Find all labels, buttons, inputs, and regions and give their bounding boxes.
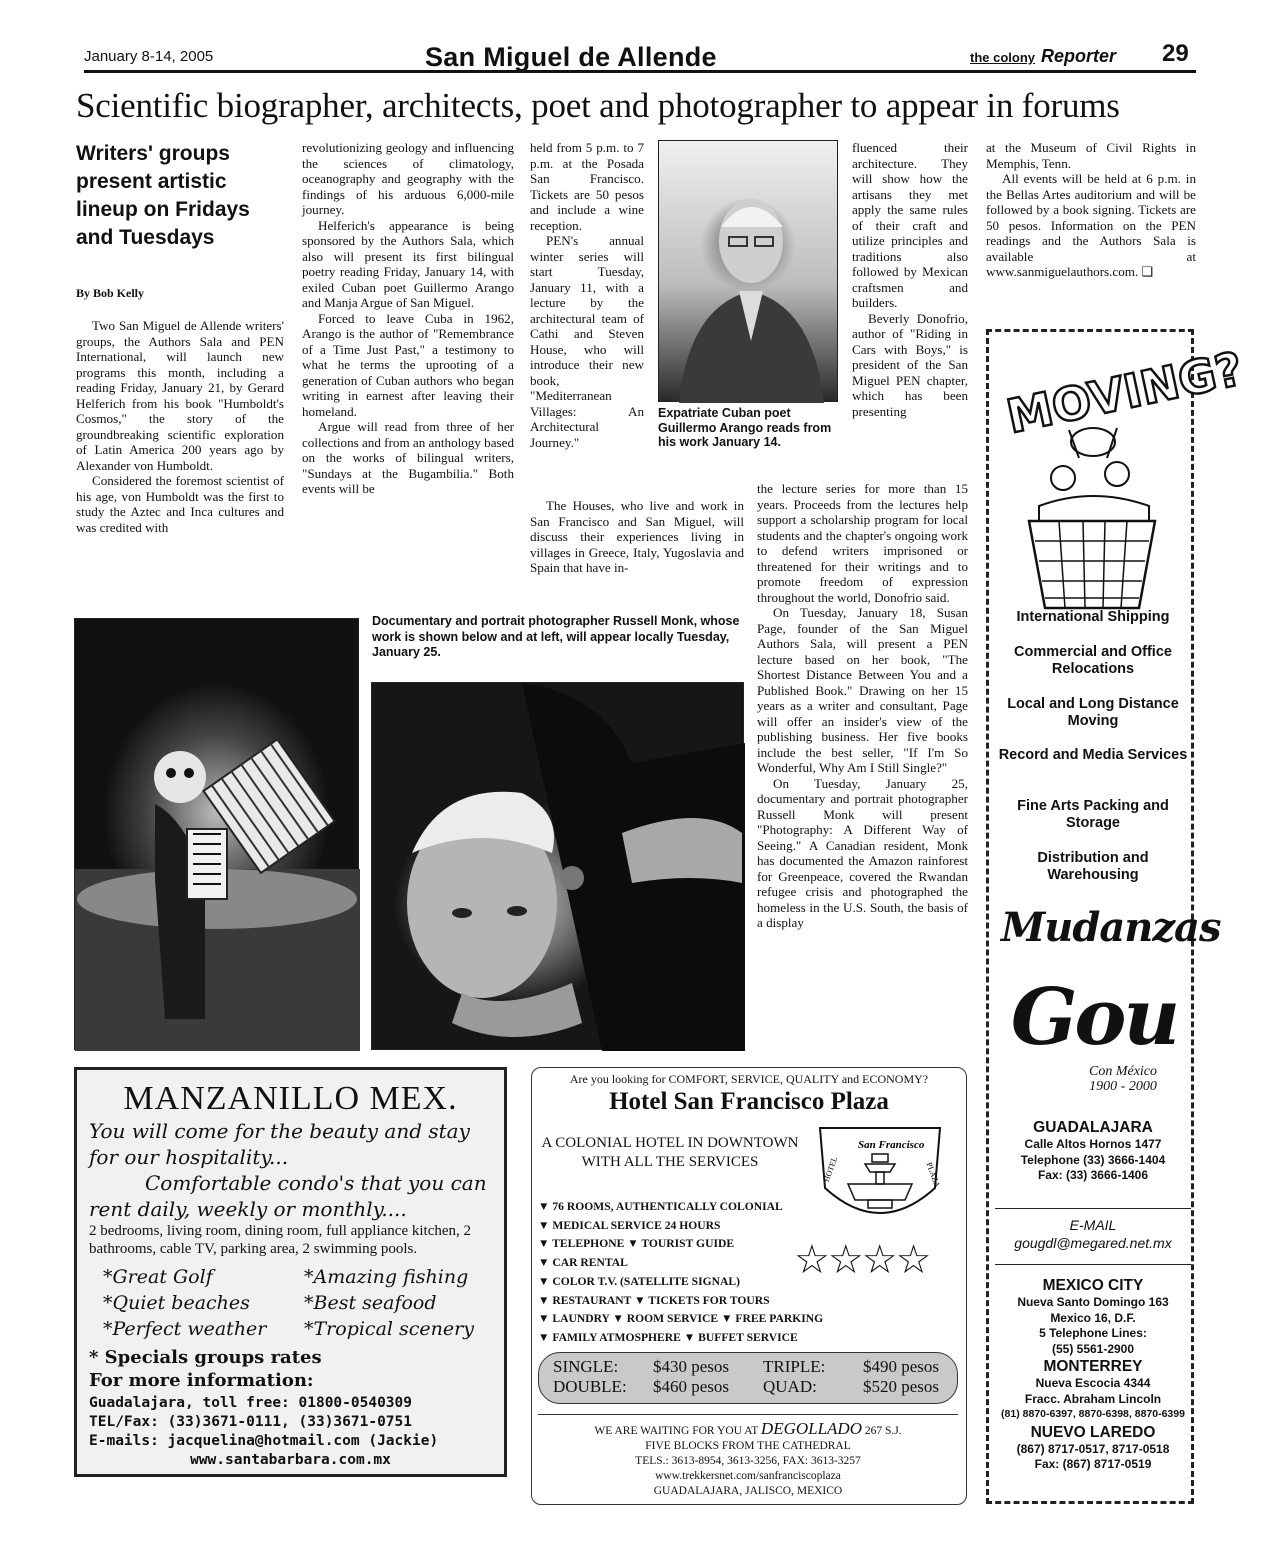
paragraph: Beverly Donofrio, author of "Riding in Cars with Boys," is president of the San Miguel PEN chapter, which has been presenting bbox=[852, 310, 968, 419]
brand-colony: the colony bbox=[970, 50, 1036, 65]
article-column-1 bbox=[76, 318, 284, 535]
hotel-ad bbox=[531, 1067, 967, 1505]
office-city: MEXICO CITY bbox=[1042, 1277, 1144, 1294]
paragraph: held from 5 p.m. to 7 p.m. at the Posada San Francisco. Tickets are 50 pesos and include a wine reception. bbox=[530, 140, 644, 233]
arango-photo bbox=[658, 140, 838, 402]
manzanillo-tagline: You will come for the beauty and stay for our hospitality... bbox=[89, 1119, 470, 1169]
manzanillo-specials: * Specials groups rates bbox=[89, 1347, 322, 1368]
paragraph: the lecture series for more than 15 years. Proceeds from the lectures help support a scholarship program for local students and the chapter's ongoing work to defend writers imprisoned or threatened for their writings and to promote freedom of expression throughout the world, Donofrio said. bbox=[757, 481, 968, 605]
office-city: MONTERREY bbox=[1043, 1358, 1143, 1375]
article-column-3 bbox=[530, 140, 644, 450]
hotel-star-rating-icon: ☆☆☆☆ bbox=[794, 1237, 930, 1282]
hotel-street: DEGOLLADO bbox=[760, 1419, 862, 1438]
manzanillo-title: MANZANILLO MEX. bbox=[123, 1080, 458, 1117]
page-number: 29 bbox=[1162, 40, 1189, 67]
manzanillo-tagline-2: Comfortable condo's that you can rent daily, weekly or monthly.... bbox=[89, 1171, 487, 1221]
accordion-player-photo bbox=[74, 618, 359, 1050]
office-address: Nueva Santo Domingo 163 bbox=[1017, 1295, 1169, 1309]
byline: By Bob Kelly bbox=[76, 286, 145, 300]
service-local-moving: Local and Long Distance Moving bbox=[1007, 696, 1179, 729]
paragraph: Helferich's appearance is being sponsored by the Authors Sala, which also will present its first bilingual poetry reading Friday, January 14, with exiled Cuban poet Guillermo Arango and Manja Argue of San Miguel. bbox=[302, 217, 514, 310]
article-column-4 bbox=[852, 140, 968, 419]
accordion-illustration bbox=[75, 619, 360, 1051]
article-column-3-continued bbox=[530, 498, 744, 576]
service-distribution: Distribution and Warehousing bbox=[1037, 850, 1149, 883]
hotel-phones: TELS.: 3613-8954, 3613-3256, FAX: 3613-3257 bbox=[635, 1455, 861, 1467]
brand-years: 1900 - 2000 bbox=[1089, 1079, 1157, 1094]
brand-reporter: Reporter bbox=[1041, 46, 1117, 66]
masthead-rule bbox=[84, 70, 1196, 73]
office-phone: (81) 8870-6397, 8870-6398, 8870-6399 bbox=[1001, 1408, 1185, 1420]
hotel-fountain-logo-icon bbox=[810, 1118, 950, 1226]
paragraph: On Tuesday, January 25, documentary and portrait photographer Russell Monk will present "Photography: A Different Way of Seeing." A Canadian resident, Monk has documented the Amazon rainforest for Greenpeace, covered the Rwandan refugee crisis and photographed the homeless in the U.S. South, the basis of a display bbox=[757, 775, 968, 930]
logo-left-text: HOTEL bbox=[821, 1155, 840, 1184]
logo-top-text: San Francisco bbox=[858, 1139, 925, 1151]
hotel-contact-block bbox=[538, 1414, 958, 1499]
office-lines: 5 Telephone Lines: bbox=[1039, 1326, 1147, 1340]
moving-basket-illustration-icon bbox=[999, 341, 1248, 612]
brand-gou-logo: Gou bbox=[1010, 972, 1178, 1063]
double-price: $460 pesos bbox=[653, 1377, 730, 1396]
hotel-website-link[interactable]: www.trekkersnet.com/sanfranciscoplaza bbox=[655, 1470, 841, 1482]
paragraph: Forced to leave Cuba in 1962, Arango is the author of "Remembrance of a Time Just Past," a testimony to what he terms the uprooting of a generation of Cuban authors who began writing in earnest after leaving their homeland. bbox=[302, 310, 514, 419]
service-record-media: Record and Media Services bbox=[998, 747, 1188, 763]
divider bbox=[995, 1264, 1191, 1265]
hotel-question: Are you looking for COMFORT, SERVICE, QUALITY and ECONOMY? bbox=[569, 1072, 929, 1086]
hotel-features-list bbox=[538, 1198, 823, 1348]
mexico-city-office bbox=[995, 1276, 1191, 1473]
brand-tagline bbox=[1059, 1064, 1187, 1094]
manzanillo-ad bbox=[74, 1067, 507, 1477]
paragraph: revolutionizing geology and influencing the sciences of climatology, oceanography and geography with the findings of his arduous 6,000-mile journey. bbox=[302, 140, 514, 217]
manzanillo-more-info: For more information: bbox=[89, 1370, 314, 1391]
office-phone: (55) 5561-2900 bbox=[1051, 1341, 1135, 1356]
paragraph: Argue will read from three of her collections and from an anthology based on the works of bilingual writers, "Sundays at the Bugambilia." Both events will be bbox=[302, 419, 514, 496]
feature: *Best seafood bbox=[304, 1292, 437, 1314]
quad-price: $520 pesos bbox=[863, 1377, 940, 1396]
guadalajara-office bbox=[995, 1118, 1191, 1184]
brand-sub: Con México bbox=[1088, 1064, 1158, 1079]
email-block bbox=[995, 1216, 1191, 1252]
office-address: Nueva Escocia 4344 bbox=[1035, 1376, 1151, 1390]
monk-caption: Documentary and portrait photographer Russell Monk, whose work is shown below and at left, will appear locally Tuesday, January 25. bbox=[372, 614, 740, 659]
manzanillo-email[interactable]: E-mails: jacquelina@hotmail.com (Jackie) bbox=[89, 1433, 439, 1449]
office-address: Fracc. Abraham Lincoln bbox=[1024, 1391, 1162, 1406]
paragraph: at the Museum of Civil Rights in Memphis, Tenn. bbox=[986, 140, 1196, 171]
paragraph: PEN's annual winter series will start Tuesday, January 11, with a lecture by the architectural team of Cathi and Steven House, who will introduce their new book, "Mediterranean Villages: An Architectural Journey." bbox=[530, 233, 644, 450]
paragraph: Two San Miguel de Allende writers' groups, the Authors Sala and PEN International, will launch new programs this month, including a reading Friday, January 21, by Gerard Helferich from his book "Humboldt's Cosmos," the story of the groundbreaking scientific exploration of Latin America 200 years ago by Alexander von Humboldt. bbox=[76, 318, 284, 473]
office-fax: Fax: (33) 3666-1406 bbox=[1037, 1168, 1149, 1182]
email-label: E-MAIL bbox=[1069, 1217, 1117, 1233]
hotel-blocks: FIVE BLOCKS FROM THE CATHEDRAL bbox=[645, 1440, 851, 1452]
triple-price: $490 pesos bbox=[863, 1357, 940, 1376]
feature: *Perfect weather bbox=[103, 1318, 267, 1340]
office-city: NUEVO LAREDO bbox=[1030, 1423, 1156, 1441]
service-international-shipping: International Shipping bbox=[1016, 609, 1170, 625]
double-label: DOUBLE: bbox=[553, 1377, 627, 1396]
office-fax: Fax: (867) 8717-0519 bbox=[1034, 1457, 1152, 1471]
single-label: SINGLE: bbox=[553, 1357, 619, 1376]
service-fine-arts: Fine Arts Packing and Storage bbox=[1017, 798, 1169, 831]
hotel-feature: ▼ MEDICAL SERVICE 24 HOURS bbox=[538, 1218, 721, 1232]
feature: *Quiet beaches bbox=[103, 1292, 250, 1314]
hotel-rates-box bbox=[538, 1352, 958, 1404]
office-phone: (867) 8717-0517, 8717-0518 bbox=[1016, 1441, 1170, 1456]
office-address: Mexico 16, D.F. bbox=[1050, 1310, 1136, 1325]
manzanillo-phone: Guadalajara, toll free: 01800-0540309 bbox=[89, 1395, 413, 1411]
hotel-feature: ▼ 76 ROOMS, AUTHENTICALLY COLONIAL bbox=[538, 1200, 783, 1213]
moving-company-ad bbox=[986, 329, 1248, 1504]
feature: *Amazing fishing bbox=[304, 1266, 469, 1288]
paragraph: The Houses, who live and work in San Francisco and San Miguel, will discuss their experiences living in villages in Greece, Italy, Yugoslavia and Spain that have in- bbox=[530, 498, 744, 575]
article-column-5 bbox=[986, 140, 1196, 280]
hotel-city: GUADALAJARA, JALISCO, MEXICO bbox=[653, 1485, 843, 1497]
feature: *Great Golf bbox=[103, 1266, 213, 1288]
portrait-illustration bbox=[372, 683, 745, 1051]
office-city: GUADALAJARA bbox=[1033, 1119, 1153, 1136]
arango-caption: Expatriate Cuban poet Guillermo Arango reads from his work January 14. bbox=[658, 406, 832, 449]
headline: Scientific biographer, architects, poet and photographer to appear in forums bbox=[76, 86, 1120, 125]
manzanillo-website-link[interactable]: www.santabarbara.com.mx bbox=[190, 1452, 391, 1468]
service-office-relocations: Commercial and Office Relocations bbox=[1014, 644, 1172, 677]
hotel-feature: ▼ RESTAURANT ▼ TICKETS FOR TOURS bbox=[538, 1293, 770, 1307]
logo-right-text: PLAZA bbox=[924, 1161, 942, 1189]
subhead: Writers' groups present artistic lineup on Fridays and Tuesdays bbox=[76, 142, 250, 249]
paragraph: fluenced their architecture. They will show how the artisans they met apply the same rules of their craft and utilize principles and traditions also followed by Mexican craftsmen and builders. bbox=[852, 140, 968, 310]
hotel-feature: ▼ FAMILY ATMOSPHERE ▼ BUFFET SERVICE bbox=[538, 1330, 798, 1344]
elderly-man-portrait-photo bbox=[371, 682, 744, 1050]
hotel-subtitle: A COLONIAL HOTEL IN DOWNTOWN WITH ALL THE SERVICES bbox=[541, 1135, 799, 1170]
article-column-4-continued bbox=[757, 481, 968, 931]
office-phone: Telephone (33) 3666-1404 bbox=[1020, 1152, 1166, 1167]
manzanillo-features bbox=[89, 1264, 492, 1342]
quad-label: QUAD: bbox=[763, 1377, 817, 1396]
hotel-feature: ▼ LAUNDRY ▼ ROOM SERVICE ▼ FREE PARKING bbox=[538, 1312, 824, 1326]
publication-brand bbox=[970, 46, 1116, 67]
divider bbox=[995, 1208, 1191, 1209]
single-price: $430 pesos bbox=[653, 1357, 730, 1376]
hotel-feature: ▼ COLOR T.V. (SATELLITE SIGNAL) bbox=[538, 1274, 740, 1288]
brand-mudanzas: Mudanzas bbox=[1001, 904, 1221, 951]
hotel-street-number: 267 S.J. bbox=[864, 1425, 902, 1437]
section-title: San Miguel de Allende bbox=[425, 42, 717, 72]
moving-art-text: MOVING? bbox=[1002, 341, 1248, 444]
issue-date: January 8-14, 2005 bbox=[84, 48, 214, 65]
paragraph: All events will be held at 6 p.m. in the Bellas Artes auditorium and will be followed by a book signing. Tickets are 50 pesos. Information on the PEN readings and the Authors Sala is available at www.sanmiguelauthors.com. ❑ bbox=[986, 171, 1196, 279]
hotel-feature: ▼ CAR RENTAL bbox=[538, 1256, 628, 1270]
email-link[interactable]: gougdl@megared.net.mx bbox=[1014, 1235, 1172, 1251]
hotel-title: Hotel San Francisco Plaza bbox=[609, 1088, 889, 1115]
arango-portrait-illustration bbox=[659, 141, 839, 403]
office-address: Calle Altos Hornos 1477 bbox=[1024, 1137, 1162, 1151]
hotel-feature: ▼ TELEPHONE ▼ TOURIST GUIDE bbox=[538, 1237, 735, 1251]
manzanillo-details: 2 bedrooms, living room, dining room, full appliance kitchen, 2 bathrooms, cable TV, parking area, 2 swimming pools. bbox=[89, 1223, 472, 1257]
article-column-2 bbox=[302, 140, 514, 497]
feature: *Tropical scenery bbox=[304, 1318, 474, 1340]
paragraph: Considered the foremost scientist of his age, von Humboldt was the first to study the Aztec and Inca cultures and was credited with bbox=[76, 473, 284, 535]
paragraph: On Tuesday, January 18, Susan Page, founder of the San Miguel Authors Sala, will present a PEN lecture based on her book, "The Shortest Distance Between You and a Published Book." Drawing on her 15 years as a writer and consultant, Page will offer an insider's view of the publishing business. Her five books include the best seller, "If I'm So Wonderful, Why Am I Still Single?" bbox=[757, 605, 968, 775]
triple-label: TRIPLE: bbox=[763, 1357, 826, 1376]
hotel-waiting: WE ARE WAITING FOR YOU AT bbox=[594, 1425, 759, 1437]
hotel-address-line bbox=[538, 1421, 958, 1439]
manzanillo-telfax: TEL/Fax: (33)3671-0111, (33)3671-0751 bbox=[89, 1414, 413, 1430]
